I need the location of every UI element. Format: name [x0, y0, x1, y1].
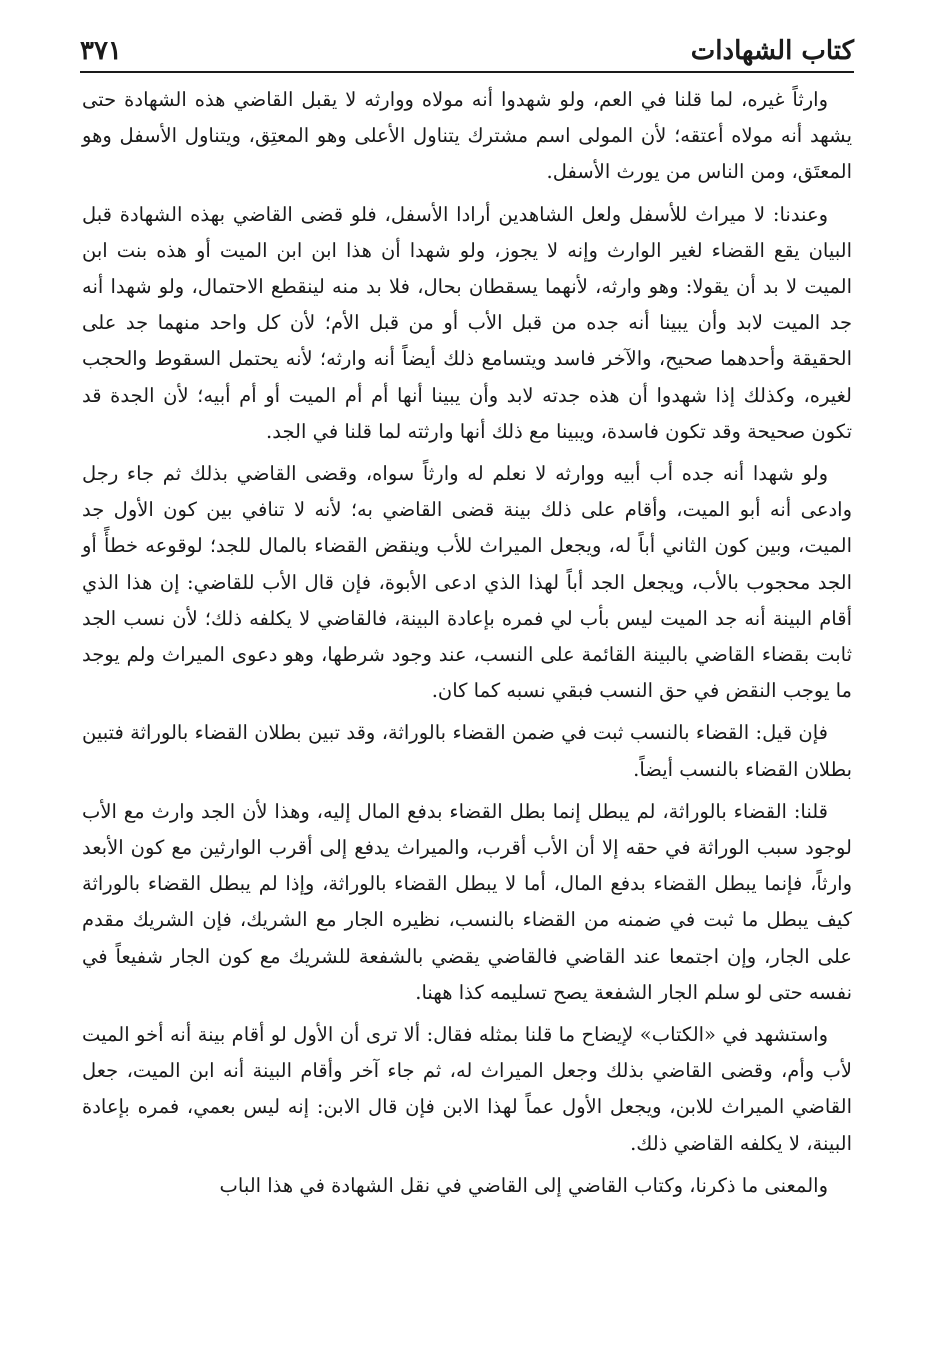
- paragraph: قلنا: القضاء بالوراثة، لم يبطل إنما بطل القضاء بدفع المال إليه، وهذا لأن الجد وارث مع الأب لوجود سبب الوراثة في حقه إلا أن الأب أقرب، والميراث يدفع إلى أقرب الوارثين مع كون الأبعد وارثاً، فإنما يبطل القضاء بدفع المال، أما لا يبطل القضاء بالوراثة، وإذا لم يبطل القضاء بالوراثة كيف يبطل ما ثبت في ضمنه من القضاء بالنسب، نظيره الجار مع الشريك، فإن الشريك مقدم على الجار، وإن اجتمعا عند القاضي فالقاضي يقضي بالشفعة للشريك مع كون الجار شفيعاً في نفسه حتى لو سلم الجار الشفعة يصح تسليمه كذا ههنا.: [82, 799, 852, 1004]
- paragraph: وعندنا: لا ميراث للأسفل ولعل الشاهدين أرادا الأسفل، فلو قضى القاضي بهذه الشهادة قبل البيان يقع القضاء لغير الوارث وإنه لا يجوز، ولو شهدا أن هذا ابن ابن الميت أو هذه بنت ابن الميت لا بد أن يقولا: وهو وارثه، لأنهما يسقطان بحال، فلا بد منه لينقطع الاحتمال، ولو شهدا أنه جد الميت لابد وأن يبينا أنه جده من قبل الأب أو من قبل الأم؛ لأن كل واحد منهما جد على الحقيقة وأحدهما صحيح، والآخر فاسد ويتسامع ذلك أيضاً أنه وارثه؛ لأنه يحتمل السقوط والحجب لغيره، وكذلك إذا شهدوا أن هذه جدته لابد وأن يبينا أنها أم أم الميت أو أم أبيه؛ لأن الجدة قد تكون صحيحة وقد تكون فاسدة، ويبينا مع ذلك أنها وارثته لما قلنا في الجد.: [82, 202, 852, 443]
- paragraph: والمعنى ما ذكرنا، وكتاب القاضي إلى القاضي في نقل الشهادة في هذا الباب: [219, 1173, 828, 1197]
- header-rule: [80, 71, 854, 73]
- chapter-title: كتاب الشهادات: [690, 36, 854, 66]
- page-number: ٣٧١: [80, 36, 122, 66]
- body-text: [82, 82, 852, 1204]
- paragraph: فإن قيل: القضاء بالنسب ثبت في ضمن القضاء بالوراثة، وقد تبين بطلان القضاء بالوراثة فتبين بطلان القضاء بالنسب أيضاً.: [82, 721, 852, 781]
- paragraph: وارثاً غيره، لما قلنا في العم، ولو شهدوا أنه مولاه ووارثه لا يقبل القاضي هذه الشهادة حتى يشهد أنه مولاه أعتقه؛ لأن المولى اسم مشترك يتناول الأعلى وهو المعتِق، ويتناول الأسفل وهو المعتَق، ومن الناس من يورث الأسفل.: [82, 88, 852, 184]
- paragraph: ولو شهدا أنه جده أب أبيه ووارثه لا نعلم له وارثاً سواه، وقضى القاضي بذلك ثم جاء رجل وادعى أنه أبو الميت، وأقام على ذلك بينة قضى القاضي به؛ لأنه لا تنافي بين كون الأول جد الميت، وبين كون الثاني أباً له، ويجعل الميراث للأب وينقض القضاء بالمال للجد؛ لوقوعه خطأً أو الجد محجوب بالأب، ويجعل الجد أباً لهذا الذي ادعى الأبوة، فإن قال الأب للقاضي: إن هذا الذي أقام البينة أنه جد الميت ليس بأب لي فمره بإعادة البينة، فالقاضي لا يكلفه ذلك؛ لأن نسب الجد ثابت بقضاء القاضي بالبينة القائمة على النسب، عند وجود شرطها، وهو دعوى الميراث ولم يوجد ما يوجب النقض في حق النسب فبقي نسبه كما كان.: [82, 462, 852, 703]
- paragraph: واستشهد في «الكتاب» لإيضاح ما قلنا بمثله فقال: ألا ترى أن الأول لو أقام بينة أنه أخو الميت لأب وأم، وقضى القاضي بذلك وجعل الميراث له، ثم جاء آخر وأقام البينة أنه ابن الميت، جعل القاضي الميراث للابن، ويجعل الأول عماً لهذا الابن فإن قال الابن: إنه ليس بعمي، فمره بإعادة البينة، لا يكلفه القاضي ذلك.: [82, 1023, 852, 1155]
- running-head: [80, 26, 854, 66]
